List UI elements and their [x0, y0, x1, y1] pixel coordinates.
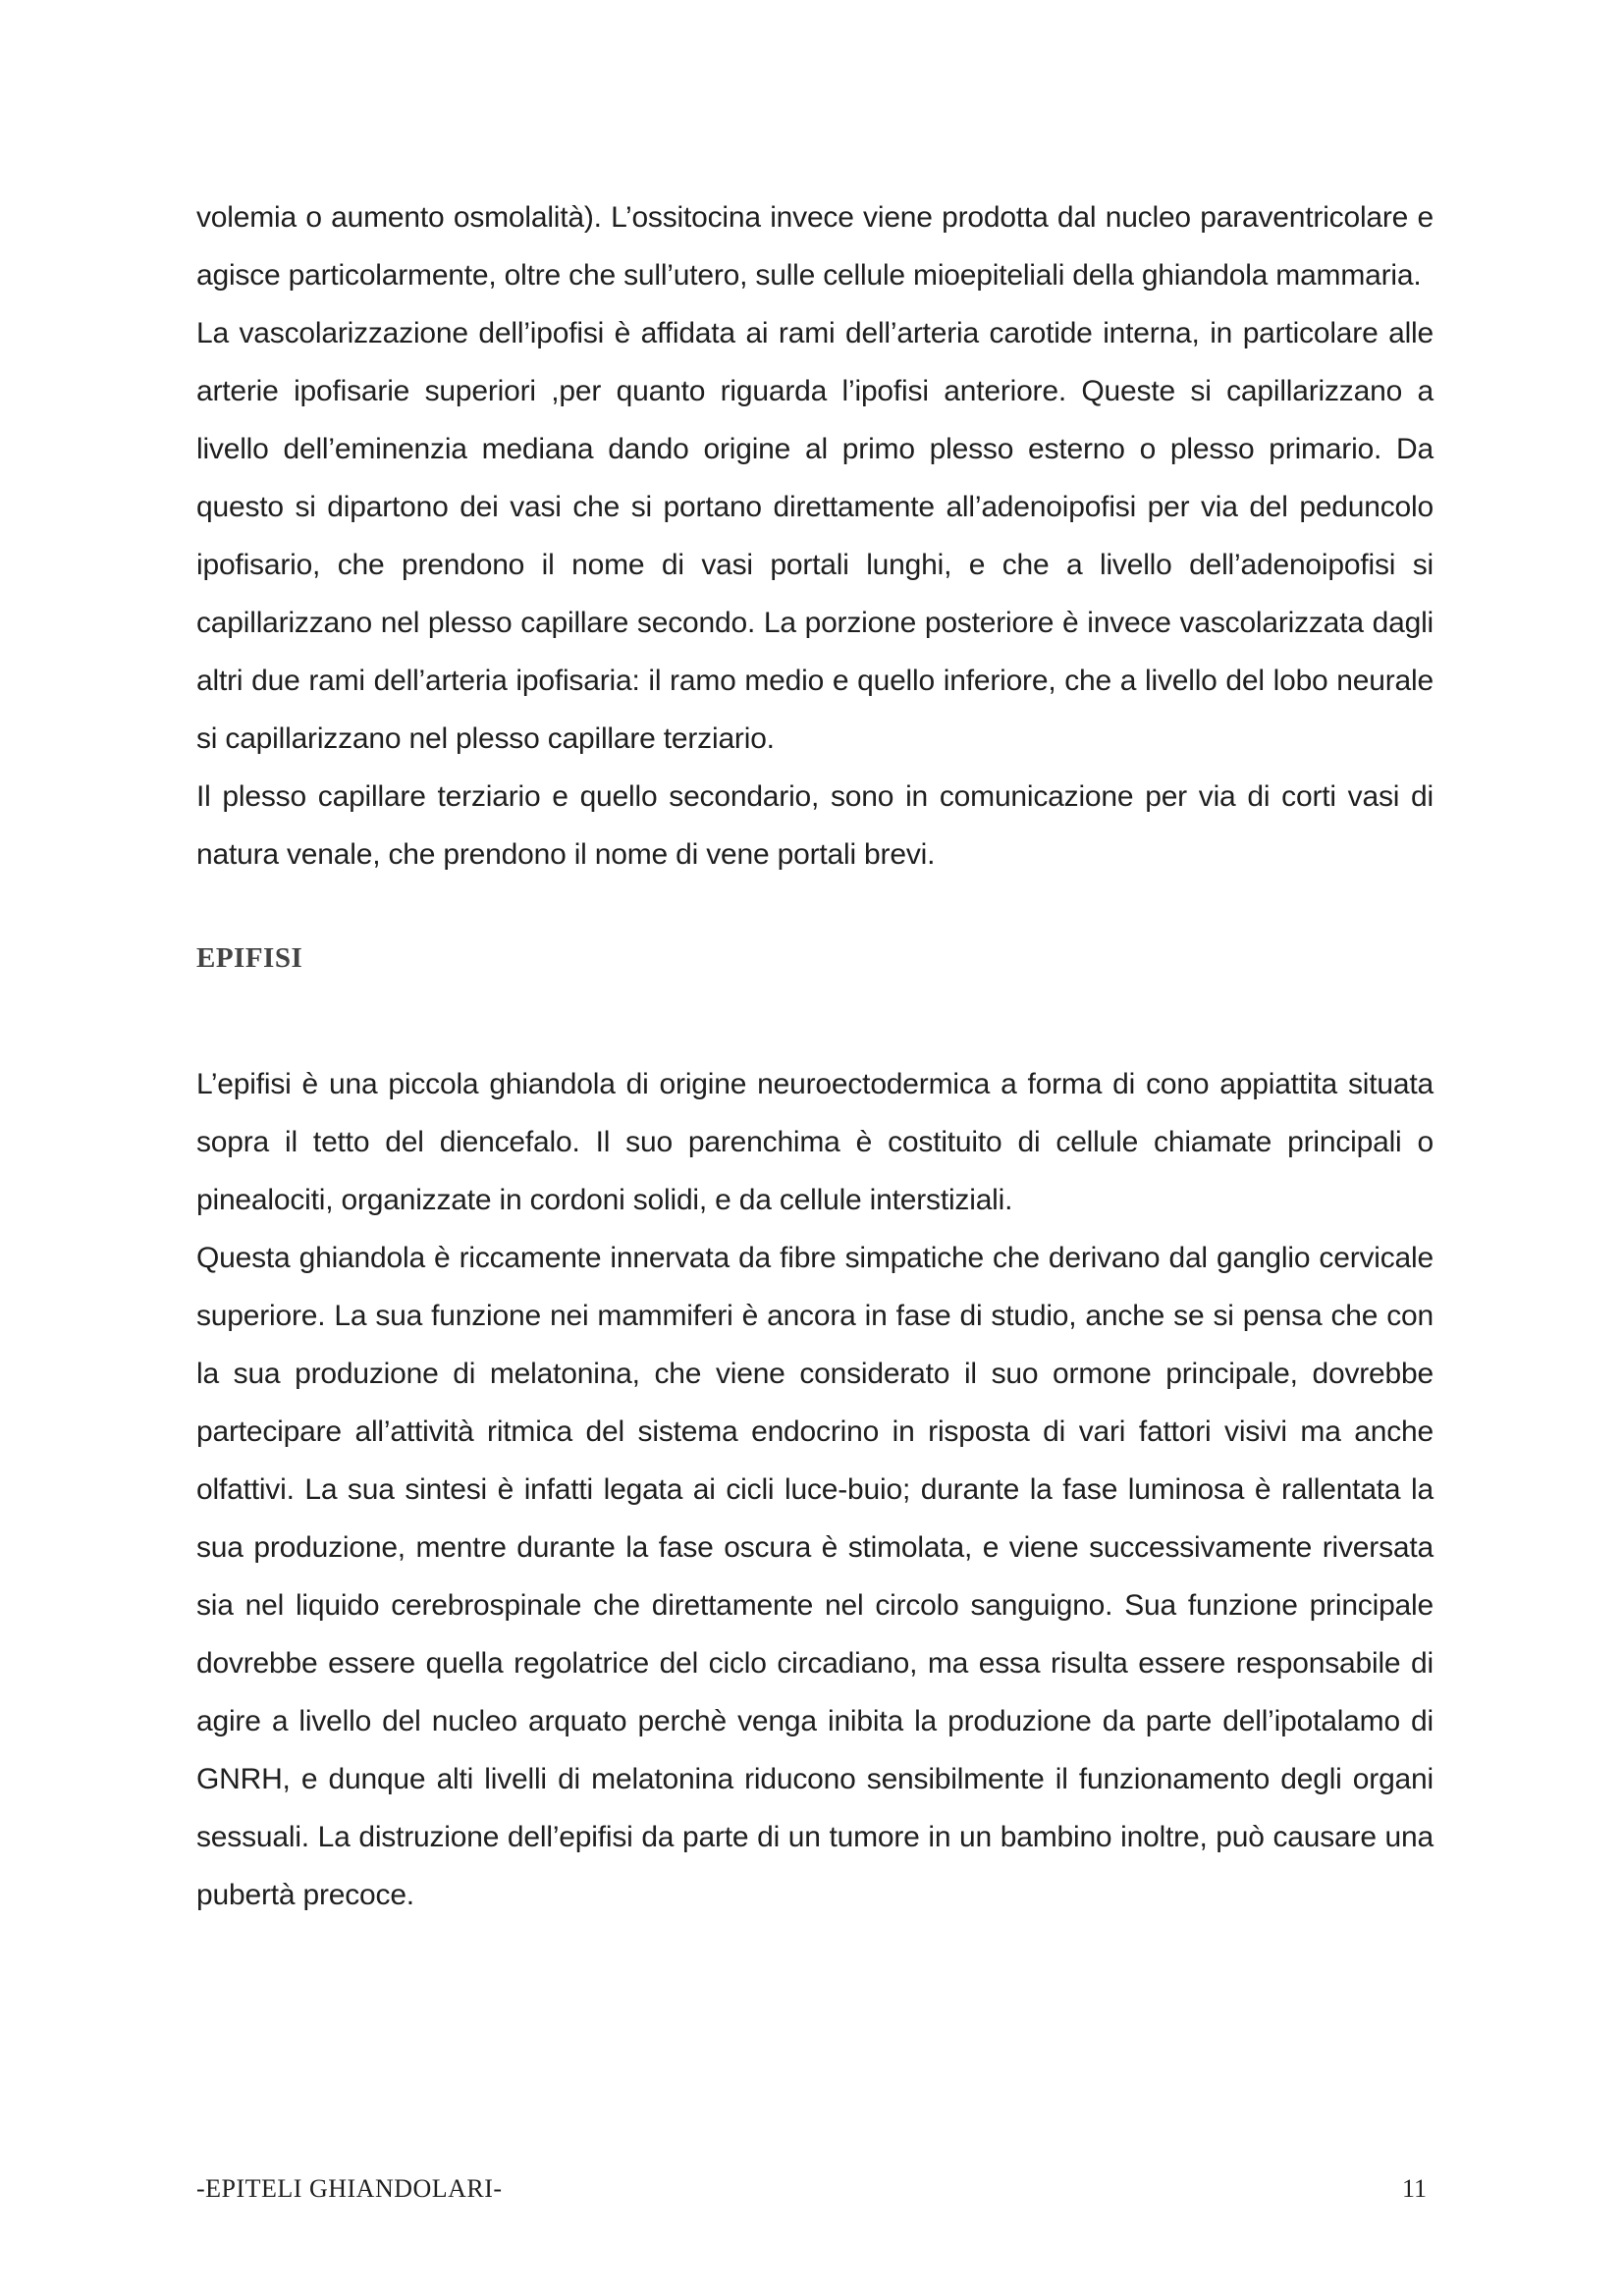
paragraph-plesso-capillare: Il plesso capillare terziario e quello secondario, sono in comunicazione per via di corti vasi di natura venale, che prendono il nome di vene portali brevi.: [196, 780, 1434, 871]
paragraph-epifisi-intro: L’epifisi è una piccola ghiandola di origine neuroectodermica a forma di cono appiattita situata sopra il tetto del diencefalo. Il suo parenchima è costituito di cellule chiamate principali o pinealociti, organizzate in cordoni solidi, e da cellule interstiziali.: [196, 1068, 1434, 1216]
section-heading-epifisi: EPIFISI: [196, 942, 303, 974]
paragraph-ossitocina: volemia o aumento osmolalità). L’ossitocina invece viene prodotta dal nucleo paraventricolare e agisce particolarmente, oltre che sull’utero, sulle cellule mioepiteliali della ghiandola mammaria.: [196, 201, 1434, 292]
paragraph-vascolarizzazione: La vascolarizzazione dell’ipofisi è affidata ai rami dell’arteria carotide interna, in particolare alle arterie ipofisarie superiori ,per quanto riguarda l’ipofisi anteriore. Queste si capillarizzano a livello dell’eminenzia mediana dando origine al primo plesso esterno o plesso primario. Da questo si dipartono dei vasi che si portano direttamente all’adenoipofisi per via del peduncolo ipofisario, che prendono il nome di vasi portali lunghi, e che a livello dell’adenoipofisi si capillarizzano nel plesso capillare secondo. La porzione posteriore è invece vascolarizzata dagli altri due rami dell’arteria ipofisaria: il ramo medio e quello inferiore, che a livello del lobo neurale si capillarizzano nel plesso capillare terziario.: [196, 317, 1434, 755]
body-text-block-1: [196, 188, 1434, 883]
footer-title: -EPITELI GHIANDOLARI-: [196, 2174, 503, 2203]
paragraph-epifisi-funzione: Questa ghiandola è riccamente innervata da fibre simpatiche che derivano dal ganglio cervicale superiore. La sua funzione nei mammiferi è ancora in fase di studio, anche se si pensa che con la sua produzione di melatonina, che viene considerato il suo ormone principale, dovrebbe partecipare all’attività ritmica del sistema endocrino in risposta di vari fattori visivi ma anche olfattivi. La sua sintesi è infatti legata ai cicli luce-buio; durante la fase luminosa è rallentata la sua produzione, mentre durante la fase oscura è stimolata, e viene successivamente riversata sia nel liquido cerebrospinale che direttamente nel circolo sanguigno. Sua funzione principale dovrebbe essere quella regolatrice del ciclo circadiano, ma essa risulta essere responsabile di agire a livello del nucleo arquato perchè venga inibita la produzione da parte dell’ipotalamo di GNRH, e dunque alti livelli di melatonina riducono sensibilmente il funzionamento degli organi sessuali. La distruzione dell’epifisi da parte di un tumore in un bambino inoltre, può causare una pubertà precoce.: [196, 1242, 1434, 1911]
page-number: 11: [1401, 2174, 1427, 2203]
body-text-block-2: [196, 1055, 1434, 1924]
